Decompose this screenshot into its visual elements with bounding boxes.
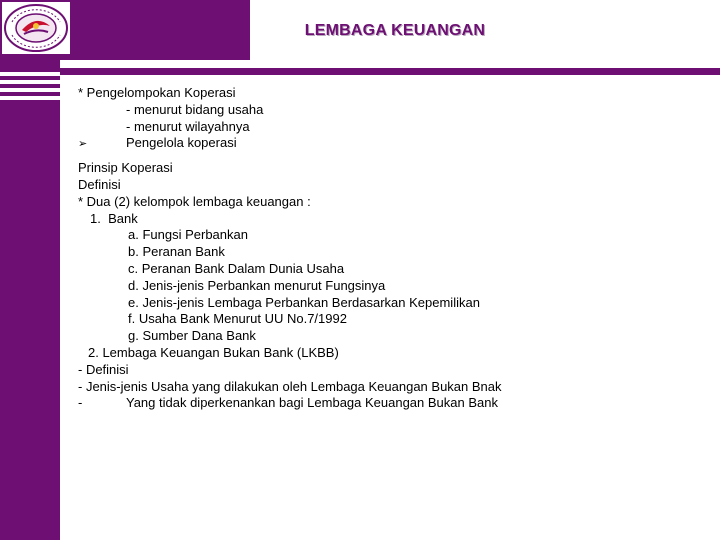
list-item: 1. Bank	[90, 210, 138, 226]
list-item: d. Jenis-jenis Perbankan menurut Fungsinya	[128, 277, 386, 293]
list-item: f. Usaha Bank Menurut UU No.7/1992	[128, 311, 347, 327]
list-item: - Definisi	[78, 361, 129, 377]
page-title: LEMBAGA KEUANGAN	[304, 22, 486, 39]
list-item: b. Peranan Bank	[128, 244, 225, 260]
section-heading: Prinsip Koperasi	[78, 160, 173, 176]
list-item	[78, 395, 708, 412]
list-item: * Dua (2) kelompok lembaga keuangan :	[78, 193, 311, 209]
decor-stripe	[0, 96, 60, 100]
list-item-label: Pengelola koperasi	[126, 135, 237, 151]
slide-content	[78, 85, 708, 412]
decor-stripe	[0, 80, 60, 84]
list-item: Definisi	[78, 176, 121, 192]
section-heading: * Pengelompokan Koperasi	[78, 85, 236, 100]
list-item: 2. Lembaga Keuangan Bukan Bank (LKBB)	[88, 344, 339, 360]
list-item: - Jenis-jenis Usaha yang dilakukan oleh Lembaga Keuangan Bukan Bnak	[78, 378, 502, 394]
arrow-bullet-icon: ➢	[78, 138, 88, 151]
list-item: a. Fungsi Perbankan	[128, 227, 248, 243]
list-item: - menurut wilayahnya	[126, 118, 250, 134]
university-seal-icon	[2, 2, 70, 54]
list-item: e. Jenis-jenis Lembaga Perbankan Berdasarkan Kepemilikan	[128, 294, 480, 310]
decor-stripe	[0, 88, 60, 92]
list-item	[78, 135, 708, 152]
list-item-label: Yang tidak diperkenankan bagi Lembaga Keuangan Bukan Bank	[126, 395, 498, 411]
decor-stripe	[0, 72, 60, 76]
list-item: g. Sumber Dana Bank	[128, 328, 256, 344]
header-divider-band	[60, 68, 720, 75]
list-item: - menurut bidang usaha	[126, 101, 264, 117]
list-item: c. Peranan Bank Dalam Dunia Usaha	[128, 260, 345, 276]
dash-bullet: -	[78, 395, 83, 411]
